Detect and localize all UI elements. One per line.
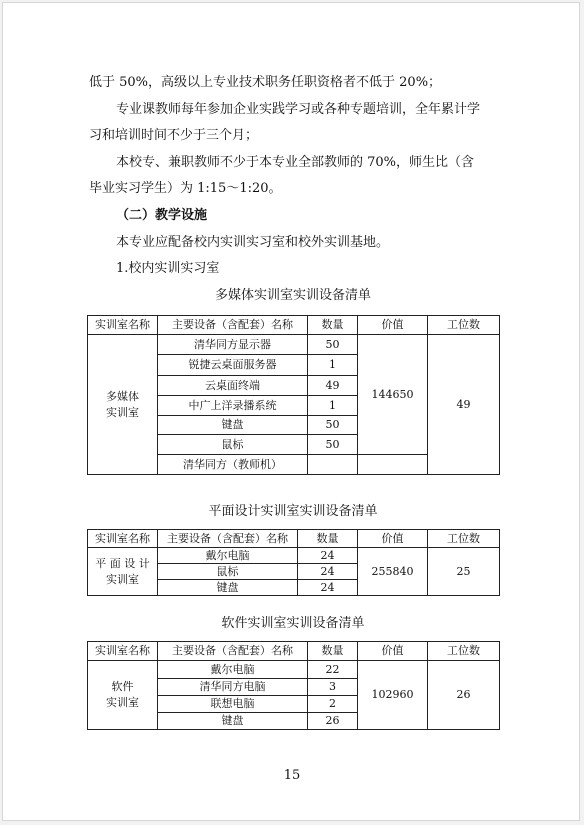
table-header-row <box>88 530 500 548</box>
page-number: 15 <box>283 768 301 783</box>
equipment-name-cell: 键盘 <box>158 580 298 596</box>
quantity-cell: 50 <box>308 335 358 355</box>
room-name-line: 实训室 <box>106 696 139 709</box>
stations-cell: 26 <box>428 661 500 730</box>
table-caption: 平面设计实训室实训设备清单 <box>208 504 378 519</box>
room-name-line: 软件 <box>111 680 134 693</box>
equipment-name-cell: 清华同方电脑 <box>158 679 308 696</box>
room-name-cell <box>88 661 158 730</box>
equipment-name-cell: 中广上洋录播系统 <box>158 396 308 416</box>
header-cell: 工位数 <box>428 316 500 335</box>
quantity-cell: 50 <box>308 416 358 435</box>
header-cell: 价值 <box>358 316 428 335</box>
paragraph-line: 本校专、兼职教师不少于本专业全部教师的 70%，师生比（含 <box>116 155 475 170</box>
equipment-table <box>87 529 500 596</box>
value-cell: 144650 <box>358 335 428 455</box>
equipment-name-cell: 云桌面终端 <box>158 376 308 396</box>
equipment-name-cell: 锐捷云桌面服务器 <box>158 355 308 376</box>
paragraph-line: 毕业实习学生）为 1:15～1:20。 <box>89 181 282 196</box>
quantity-cell: 26 <box>308 713 358 730</box>
table-row <box>88 548 500 564</box>
header-cell: 价值 <box>358 642 428 661</box>
paragraph-line: 专业课教师每年参加企业实践学习或各种专题培训，全年累计学 <box>116 102 481 117</box>
equipment-name-cell: 键盘 <box>158 416 308 435</box>
paragraph-line: 习和培训时间不少于三个月； <box>89 128 259 143</box>
quantity-cell: 49 <box>308 376 358 396</box>
quantity-cell: 24 <box>298 548 358 564</box>
room-name-line: 实训室 <box>106 572 139 586</box>
table-caption: 多媒体实训室实训设备清单 <box>214 288 371 303</box>
equipment-name-cell: 清华同方显示器 <box>158 335 308 355</box>
header-cell: 数量 <box>308 642 358 661</box>
table-row <box>88 661 500 679</box>
stations-cell: 49 <box>428 335 500 475</box>
header-cell: 实训室名称 <box>88 642 158 661</box>
room-name-line: 平 面 设 计 <box>95 556 150 570</box>
room-name-cell <box>88 335 158 475</box>
equipment-table <box>87 315 500 475</box>
equipment-name-cell: 键盘 <box>158 713 308 730</box>
equipment-table <box>87 641 500 730</box>
paragraph-line: 本专业应配备校内实训实习室和校外实训基地。 <box>116 235 390 250</box>
room-name-cell <box>88 548 158 596</box>
quantity-cell: 24 <box>298 564 358 580</box>
quantity-cell: 1 <box>308 396 358 416</box>
equipment-name-cell: 戴尔电脑 <box>158 548 298 564</box>
header-cell: 数量 <box>308 316 358 335</box>
table-caption: 软件实训室实训设备清单 <box>221 616 365 631</box>
value-cell-empty <box>358 455 428 475</box>
room-name-line: 多媒体 <box>106 389 139 403</box>
quantity-cell: 24 <box>298 580 358 596</box>
header-cell: 实训室名称 <box>88 316 158 335</box>
quantity-cell <box>308 455 358 475</box>
room-name-line: 实训室 <box>106 405 139 419</box>
equipment-name-cell: 清华同方（教师机） <box>158 455 308 475</box>
table-header-row <box>88 642 500 661</box>
quantity-cell: 50 <box>308 435 358 455</box>
subsection-heading: 1.校内实训实习室 <box>116 261 220 276</box>
header-cell: 主要设备（含配套）名称 <box>158 530 298 548</box>
equipment-name-cell: 戴尔电脑 <box>158 661 308 679</box>
equipment-name-cell: 鼠标 <box>158 564 298 580</box>
table-header-row <box>88 316 500 335</box>
value-cell: 102960 <box>358 661 428 730</box>
header-cell: 主要设备（含配套）名称 <box>158 316 308 335</box>
header-cell: 数量 <box>298 530 358 548</box>
table-row <box>88 335 500 355</box>
header-cell: 工位数 <box>428 642 500 661</box>
header-cell: 价值 <box>358 530 428 548</box>
value-cell: 255840 <box>358 548 428 596</box>
paragraph-line: 低于 50%，高级以上专业技术职务任职资格者不低于 20%； <box>89 75 442 90</box>
header-cell: 主要设备（含配套）名称 <box>158 642 308 661</box>
quantity-cell: 22 <box>308 661 358 679</box>
section-heading: （二）教学设施 <box>116 208 208 223</box>
equipment-name-cell: 鼠标 <box>158 435 308 455</box>
document-page <box>2 2 580 821</box>
quantity-cell: 3 <box>308 679 358 696</box>
quantity-cell: 1 <box>308 355 358 376</box>
quantity-cell: 2 <box>308 696 358 713</box>
equipment-name-cell: 联想电脑 <box>158 696 308 713</box>
stations-cell: 25 <box>428 548 500 596</box>
header-cell: 工位数 <box>428 530 500 548</box>
header-cell: 实训室名称 <box>88 530 158 548</box>
